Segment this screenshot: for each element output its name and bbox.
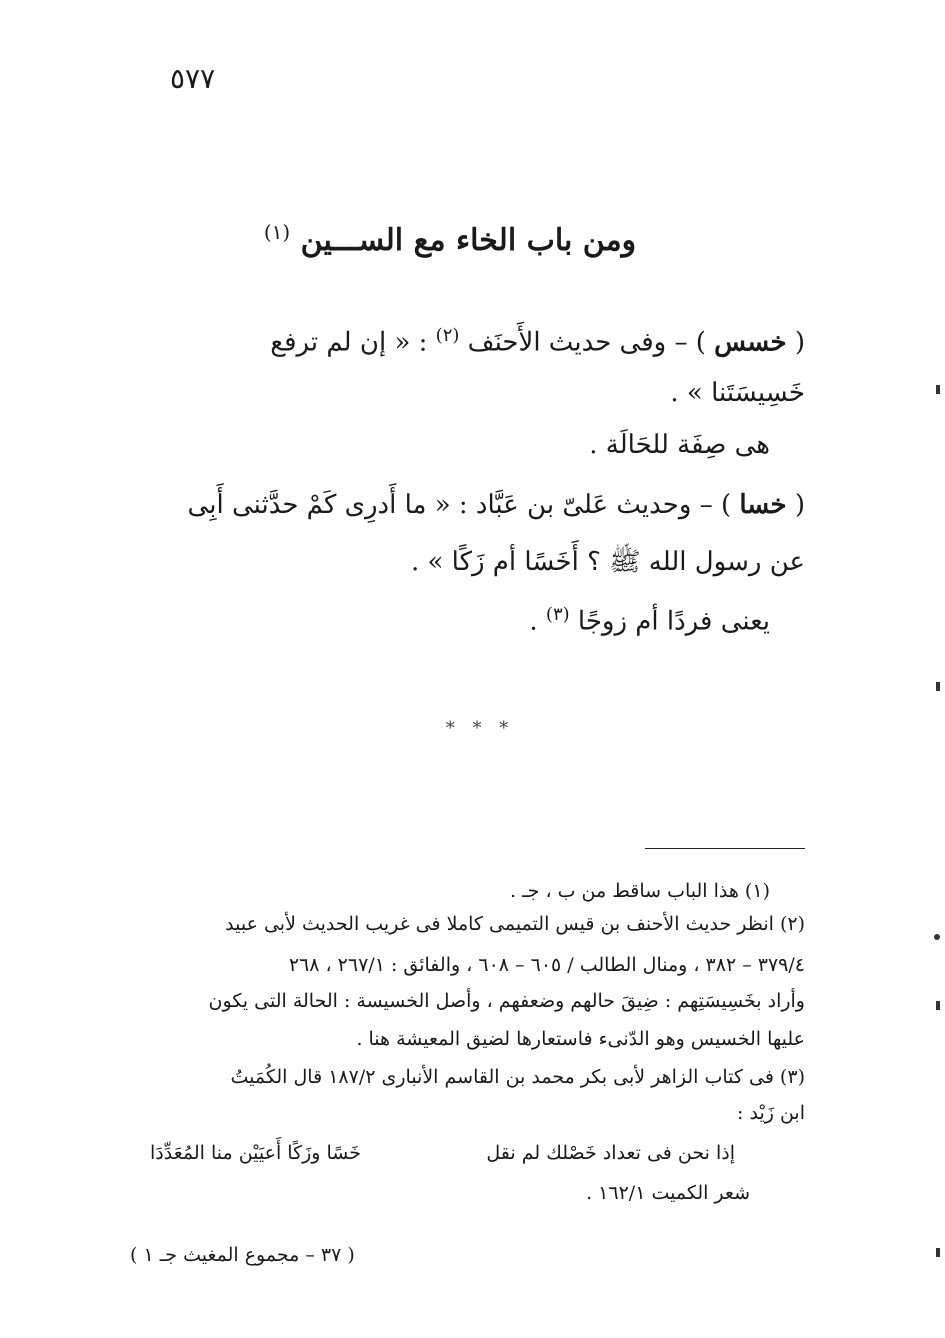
footnote-2-line2: ٣٧٩/٤ – ٣٨٢ ، ومنال الطالب / ٦٠٥ – ٦٠٨ ، والفائق : ٢٦٧/١ ، ٢٦٨ bbox=[288, 954, 805, 976]
margin-mark bbox=[936, 385, 940, 394]
footnote-1: (١) هذا الباب ساقط من ب ، جـ . bbox=[510, 880, 770, 902]
footnote-2-line3: وأراد بخَسِيسَتِهم : ضِيقَ حالهم وضعفهم ، وأصل الخسيسة : الحالة التى يكون bbox=[208, 990, 805, 1012]
entry-khss-line2: خَسِيسَتَنا » . bbox=[670, 378, 805, 408]
footnote-ref-3: (٣) bbox=[545, 604, 570, 625]
entry-text-tail: . bbox=[529, 606, 538, 637]
entry-text: يعنى فردًا أم زوجًا bbox=[577, 606, 770, 637]
entry-khss-line1 bbox=[270, 325, 805, 358]
poem-first-hemistich: إذا نحن فى تعداد خَصْلك لم نقل bbox=[486, 1142, 735, 1164]
footnote-2-line1: (٢) انظر حديث الأحنف بن قيس التميمى كاملا فى غريب الحديث لأبى عبيد bbox=[225, 913, 805, 935]
footnote-3-source: شعر الكميت ١٦٢/١ . bbox=[586, 1182, 750, 1204]
entry-text: ) – وحديث عَلىّ بن عَبَّاد : « ما أَدرِى كَمْ حدَّثنى أَبِى bbox=[187, 490, 732, 520]
margin-mark bbox=[936, 1001, 940, 1010]
chapter-title bbox=[240, 220, 660, 258]
margin-mark bbox=[934, 934, 940, 940]
margin-mark bbox=[936, 1248, 940, 1257]
page-footer: ( ٣٧ – مجموع المغيث جـ ١ ) bbox=[130, 1244, 355, 1266]
footnote-ref-2: (٢) bbox=[435, 325, 460, 346]
section-separator: * * * bbox=[445, 718, 515, 739]
chapter-title-text: ومن باب الخاء مع الســـين bbox=[300, 223, 637, 258]
margin-mark bbox=[936, 682, 940, 691]
paren-open: ( bbox=[794, 490, 805, 520]
page-number: ٥٧٧ bbox=[170, 62, 216, 95]
entry-text: ) – وفى حديث الأَحنَف bbox=[467, 327, 706, 358]
entry-khsa-line2: عن رسول الله ﷺ ؟ أَخَسًا أم زَكًا » . bbox=[410, 547, 805, 577]
entry-text-tail: : « إن لم ترفع bbox=[270, 327, 428, 358]
entry-headword-khss: خسس bbox=[714, 327, 787, 358]
footnote-3-line1: (٣) فى كتاب الزاهر لأبى بكر محمد بن القاسم الأنبارى ١٨٧/٢ قال الكُمَيتُ bbox=[230, 1066, 805, 1088]
paren-open: ( bbox=[794, 327, 805, 358]
chapter-footnote-ref: (١) bbox=[263, 220, 291, 244]
footnote-2-line4: عليها الخسيس وهو الدّنىء فاستعارها لضيق المعيشة هنا . bbox=[356, 1028, 805, 1050]
entry-khss-line3: هى صِفَة للحَالَة . bbox=[589, 430, 770, 460]
footnote-rule bbox=[645, 848, 805, 849]
entry-khsa-line3 bbox=[529, 604, 770, 637]
footnote-3-line2: ابن زَيْد : bbox=[737, 1102, 805, 1124]
poem-second-hemistich: خَسًا وزَكًا أَعيَيْن منا المُعَدِّدَا bbox=[150, 1142, 362, 1164]
entry-khsa-line1 bbox=[188, 490, 805, 520]
entry-headword-khsa: خسا bbox=[739, 490, 787, 520]
